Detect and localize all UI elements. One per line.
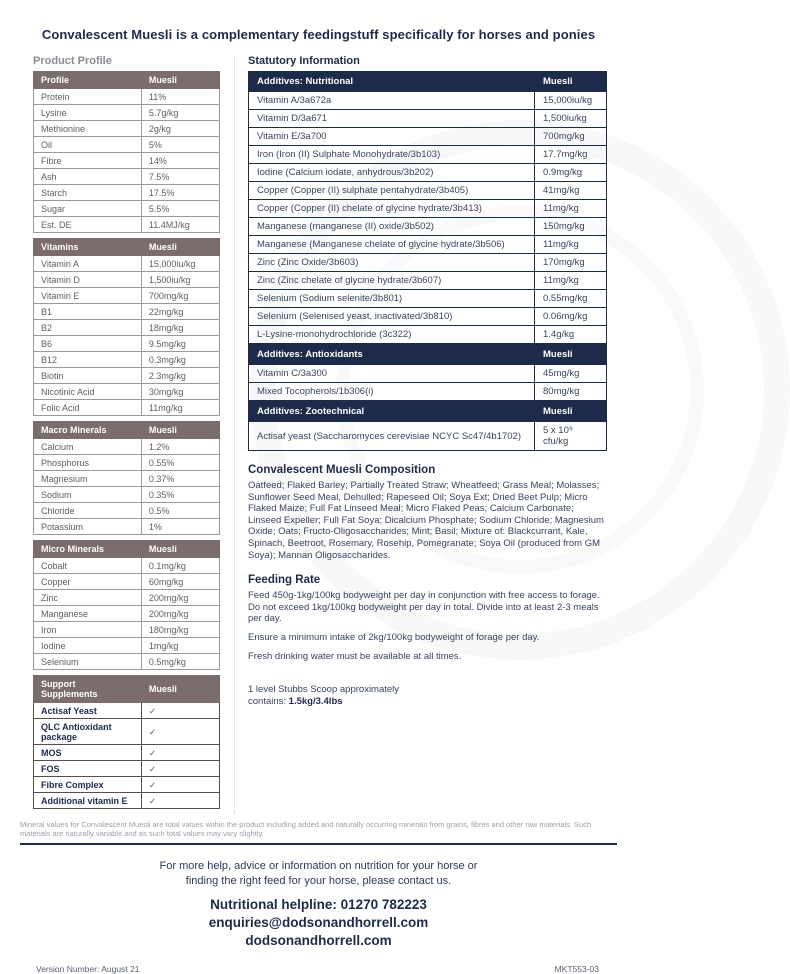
table-cell: 5.5%: [141, 201, 219, 217]
table-cell: Cobalt: [34, 558, 142, 574]
column-header: Muesli: [141, 541, 219, 558]
table-cell: 15,000iu/kg: [141, 256, 219, 272]
column-header: Additives: Zootechnical: [249, 402, 535, 422]
table-row: [34, 439, 220, 455]
feeding-rate-paragraph: Ensure a minimum intake of 2kg/100kg bodyweight of forage per day.: [248, 631, 540, 643]
micro-minerals-table: [33, 540, 220, 670]
table-row: [34, 368, 220, 384]
table-row: [34, 320, 220, 336]
table-header-row: [34, 72, 220, 89]
table-row: [34, 272, 220, 288]
table-row: [34, 471, 220, 487]
feeding-rate-heading: Feeding Rate: [248, 574, 321, 587]
table-cell: Iron: [34, 622, 142, 638]
table-row: [34, 336, 220, 352]
table-cell: MOS: [34, 745, 142, 761]
macro-minerals-table: [33, 421, 220, 535]
table-cell: 180mg/kg: [141, 622, 219, 638]
table-cell: Oil: [34, 137, 142, 153]
table-cell: Vitamin D: [34, 272, 142, 288]
product-profile-column: [33, 55, 220, 814]
table-cell: Magnesium: [34, 471, 142, 487]
feeding-rate-paragraph: Fresh drinking water must be available at all times.: [248, 650, 462, 662]
feeding-rate-paragraph: Feed 450g-1kg/100kg bodyweight per day in conjunction with free access to forage. Do not exceed 1kg/100kg bodyweight per day in total. Divide into at least 2-3 meals per day.: [248, 590, 600, 625]
table-header-row: [34, 239, 220, 256]
table-cell: 17.5%: [141, 185, 219, 201]
product-profile-heading: Product Profile: [33, 55, 112, 67]
table-cell: Vitamin E: [34, 288, 142, 304]
table-row: [249, 92, 607, 110]
table-row: [34, 590, 220, 606]
table-header-row: [249, 345, 607, 365]
contact-text: [0, 859, 637, 888]
contact-line1: For more help, advice or information on nutrition for your horse or: [159, 860, 478, 872]
column-header: Micro Minerals: [34, 541, 142, 558]
table-cell: 9.5mg/kg: [141, 336, 219, 352]
table-cell: Actisaf yeast (Saccharomyces cerevisiae NCYC Sc47/4b1702): [249, 422, 535, 451]
table-cell: 7.5%: [141, 169, 219, 185]
table-row: [249, 146, 607, 164]
website-url: dodsonandhorrell.com: [245, 933, 392, 948]
page-footer: [36, 964, 599, 974]
table-cell: Ash: [34, 169, 142, 185]
table-cell: Additional vitamin E: [34, 793, 142, 809]
table-cell: 45mg/kg: [535, 365, 607, 383]
table-row: [249, 218, 607, 236]
column-header: Macro Minerals: [34, 422, 142, 439]
footer-divider: [20, 843, 617, 845]
table-cell: Est. DE: [34, 217, 142, 233]
table-cell: 5 x 10⁹ cfu/kg: [535, 422, 607, 451]
table-cell: 11mg/kg: [535, 236, 607, 254]
table-row: [34, 777, 220, 793]
content-columns: [33, 55, 607, 814]
table-cell: Iodine: [34, 638, 142, 654]
table-cell: 60mg/kg: [141, 574, 219, 590]
table-cell: QLC Antioxidant package: [34, 719, 142, 745]
vitamins-table: [33, 238, 220, 416]
table-row: [34, 217, 220, 233]
table-cell: Lysine: [34, 105, 142, 121]
table-row: [249, 254, 607, 272]
table-cell: 15,000iu/kg: [535, 92, 607, 110]
contact-details: [0, 896, 637, 950]
table-cell: ✓: [141, 719, 219, 745]
table-cell: ✓: [141, 777, 219, 793]
table-cell: 2.3mg/kg: [141, 368, 219, 384]
table-cell: 5%: [141, 137, 219, 153]
table-header-row: [249, 402, 607, 422]
table-cell: 150mg/kg: [535, 218, 607, 236]
column-divider: [234, 57, 235, 814]
column-header: Muesli: [535, 72, 607, 92]
table-cell: Selenium (Selenised yeast, inactivated/3b810): [249, 308, 535, 326]
table-cell: 0.1mg/kg: [141, 558, 219, 574]
table-row: [34, 606, 220, 622]
table-row: [34, 89, 220, 105]
table-cell: 1,500iu/kg: [535, 110, 607, 128]
table-row: [34, 169, 220, 185]
table-cell: Vitamin E/3a700: [249, 128, 535, 146]
table-cell: Zinc (Zinc Oxide/3b603): [249, 254, 535, 272]
table-cell: Methionine: [34, 121, 142, 137]
table-cell: 700mg/kg: [141, 288, 219, 304]
table-cell: B1: [34, 304, 142, 320]
table-cell: Manganese (manganese (II) oxide/3b502): [249, 218, 535, 236]
table-row: [34, 121, 220, 137]
contact-line2: finding the right feed for your horse, please contact us.: [185, 874, 452, 887]
table-cell: Vitamin A/3a672a: [249, 92, 535, 110]
document-code: MKT553-03: [554, 964, 599, 974]
table-cell: Potassium: [34, 519, 142, 535]
helpline-number: Nutritional helpline: 01270 782223: [210, 897, 427, 912]
table-cell: Starch: [34, 185, 142, 201]
table-cell: Phosphorus: [34, 455, 142, 471]
table-row: [34, 288, 220, 304]
table-cell: 41mg/kg: [535, 182, 607, 200]
table-cell: ✓: [141, 703, 219, 719]
table-row: [34, 574, 220, 590]
table-cell: 11.4MJ/kg: [141, 217, 219, 233]
table-cell: Fibre: [34, 153, 142, 169]
column-header: Muesli: [141, 239, 219, 256]
table-header-row: [34, 541, 220, 558]
table-cell: B6: [34, 336, 142, 352]
table-row: [34, 761, 220, 777]
additives-zootechnical-table: [248, 401, 607, 451]
table-cell: 0.06mg/kg: [535, 308, 607, 326]
table-row: [34, 793, 220, 809]
table-cell: 18mg/kg: [141, 320, 219, 336]
table-cell: 14%: [141, 153, 219, 169]
table-row: [34, 745, 220, 761]
table-row: [249, 365, 607, 383]
table-cell: 11mg/kg: [535, 272, 607, 290]
table-cell: Folic Acid: [34, 400, 142, 416]
column-header: Muesli: [141, 72, 219, 89]
column-header: Additives: Nutritional: [249, 72, 535, 92]
statutory-heading: Statutory Information: [248, 55, 360, 67]
table-header-row: [34, 422, 220, 439]
column-header: Profile: [34, 72, 142, 89]
table-row: [34, 304, 220, 320]
profile-table: [33, 71, 220, 233]
table-row: [34, 256, 220, 272]
table-row: [249, 326, 607, 344]
composition-text: Oatfeed; Flaked Barley; Partially Treated Straw; Wheatfeed; Grass Meal; Molasses; Sunflower Seed Meal, Dehulled; Rapeseed Oil; Soya Ext; Dried Beet Pulp; Micro Flaked Maize; Full Fat Linseed Meal; Micro Flaked Peas; Calcium Carbonate; Linseed Expeller; Full Fat Soya; Dicalcium Phosphate; Sodium Chloride; Magnesium Oxide; Oats; Fructo-Oligosaccharides; Mint; Basil; Mixture of: Blackcurrant, Kale, Spinach, Beetroot, Rosemary, Rosehip, Pomegranate; Soya Oil (produced from GM Soya); Mannan Oligosaccharides.: [248, 480, 604, 561]
column-header: Support Supplements: [34, 676, 142, 703]
table-cell: Selenium (Sodium selenite/3b801): [249, 290, 535, 308]
table-cell: Zinc: [34, 590, 142, 606]
table-cell: 22mg/kg: [141, 304, 219, 320]
table-row: [34, 558, 220, 574]
table-row: [249, 236, 607, 254]
additives-nutritional-table: [248, 71, 607, 344]
column-header: Muesli: [535, 345, 607, 365]
table-cell: Sugar: [34, 201, 142, 217]
table-row: [249, 200, 607, 218]
table-row: [249, 422, 607, 451]
table-row: [34, 455, 220, 471]
table-row: [34, 654, 220, 670]
table-cell: 17.7mg/kg: [535, 146, 607, 164]
table-cell: 11%: [141, 89, 219, 105]
table-cell: Vitamin D/3a671: [249, 110, 535, 128]
table-row: [34, 384, 220, 400]
table-row: [249, 110, 607, 128]
table-cell: 0.5%: [141, 503, 219, 519]
table-row: [249, 272, 607, 290]
table-cell: Biotin: [34, 368, 142, 384]
scoop-note: [248, 684, 607, 708]
table-cell: FOS: [34, 761, 142, 777]
table-cell: Manganese (Manganese chelate of glycine hydrate/3b506): [249, 236, 535, 254]
table-cell: Mixed Tocopherols/1b306(i): [249, 383, 535, 401]
table-row: [249, 164, 607, 182]
table-cell: 2g/kg: [141, 121, 219, 137]
column-header: Additives: Antioxidants: [249, 345, 535, 365]
table-cell: 30mg/kg: [141, 384, 219, 400]
table-row: [34, 519, 220, 535]
table-row: [34, 622, 220, 638]
table-row: [34, 201, 220, 217]
table-row: [249, 290, 607, 308]
table-row: [34, 503, 220, 519]
table-cell: 11mg/kg: [535, 200, 607, 218]
table-cell: 200mg/kg: [141, 590, 219, 606]
table-cell: 80mg/kg: [535, 383, 607, 401]
table-cell: Protein: [34, 89, 142, 105]
table-header-row: [249, 72, 607, 92]
table-cell: B2: [34, 320, 142, 336]
table-row: [34, 400, 220, 416]
table-row: [34, 487, 220, 503]
column-header: Muesli: [141, 422, 219, 439]
table-cell: Sodium: [34, 487, 142, 503]
mineral-values-disclaimer: Mineral values for Convalescent Muesli are total values within the product including added and naturally occurring minerals from grains, fibres and other raw materials. Such materials are naturally variable and as such total values may vary slightly.: [20, 820, 592, 838]
table-cell: 5.7g/kg: [141, 105, 219, 121]
table-cell: ✓: [141, 745, 219, 761]
table-cell: Chloride: [34, 503, 142, 519]
table-cell: 1.2%: [141, 439, 219, 455]
support-supplements-table: [33, 675, 220, 809]
column-header: Muesli: [535, 402, 607, 422]
table-cell: 1,500iu/kg: [141, 272, 219, 288]
table-cell: Fibre Complex: [34, 777, 142, 793]
table-row: [34, 638, 220, 654]
table-cell: Calcium: [34, 439, 142, 455]
scoop-line2-prefix: contains:: [248, 696, 289, 708]
table-cell: Actisaf Yeast: [34, 703, 142, 719]
table-row: [34, 137, 220, 153]
table-header-row: [34, 676, 220, 703]
table-cell: ✓: [141, 793, 219, 809]
table-cell: 11mg/kg: [141, 400, 219, 416]
table-row: [34, 185, 220, 201]
table-row: [34, 105, 220, 121]
scoop-weight: 1.5kg/3.4lbs: [288, 696, 343, 708]
table-cell: Copper (Copper (II) sulphate pentahydrate/3b405): [249, 182, 535, 200]
table-row: [34, 703, 220, 719]
scoop-line1: 1 level Stubbs Scoop approximately: [248, 684, 400, 696]
additives-antioxidants-table: [248, 344, 607, 401]
table-cell: Nicotinic Acid: [34, 384, 142, 400]
table-cell: 0.5mg/kg: [141, 654, 219, 670]
table-cell: Vitamin A: [34, 256, 142, 272]
table-cell: B12: [34, 352, 142, 368]
column-header: Vitamins: [34, 239, 142, 256]
table-row: [34, 153, 220, 169]
table-cell: 0.55%: [141, 455, 219, 471]
table-cell: 0.35%: [141, 487, 219, 503]
statutory-column: [248, 55, 607, 814]
table-cell: Selenium: [34, 654, 142, 670]
table-cell: 0.9mg/kg: [535, 164, 607, 182]
table-cell: L-Lysine-monohydrochloride (3c322): [249, 326, 535, 344]
column-header: Muesli: [141, 676, 219, 703]
table-cell: Vitamin C/3a300: [249, 365, 535, 383]
table-row: [249, 128, 607, 146]
table-cell: Iron (Iron (II) Sulphate Monohydrate/3b103): [249, 146, 535, 164]
table-cell: Manganese: [34, 606, 142, 622]
table-cell: 1.4g/kg: [535, 326, 607, 344]
table-cell: 1mg/kg: [141, 638, 219, 654]
table-row: [249, 308, 607, 326]
version-number: Version Number: August 21: [36, 964, 140, 974]
table-row: [34, 352, 220, 368]
composition-heading: Convalescent Muesli Composition: [248, 464, 436, 476]
table-row: [249, 383, 607, 401]
table-cell: 0.37%: [141, 471, 219, 487]
table-row: [249, 182, 607, 200]
page-title: Convalescent Muesli is a complementary feedingstuff specifically for horses and ponies: [41, 27, 596, 42]
table-cell: 170mg/kg: [535, 254, 607, 272]
table-cell: ✓: [141, 761, 219, 777]
table-cell: 200mg/kg: [141, 606, 219, 622]
table-cell: Copper (Copper (II) chelate of glycine hydrate/3b413): [249, 200, 535, 218]
table-cell: Copper: [34, 574, 142, 590]
table-cell: 0.3mg/kg: [141, 352, 219, 368]
table-cell: 1%: [141, 519, 219, 535]
email-address: enquiries@dodsonandhorrell.com: [208, 915, 429, 930]
table-cell: 700mg/kg: [535, 128, 607, 146]
table-cell: Zinc (Zinc chelate of glycine hydrate/3b607): [249, 272, 535, 290]
table-cell: 0.55mg/kg: [535, 290, 607, 308]
table-cell: Iodine (Calcium iodate, anhydrous/3b202): [249, 164, 535, 182]
table-row: [34, 719, 220, 745]
